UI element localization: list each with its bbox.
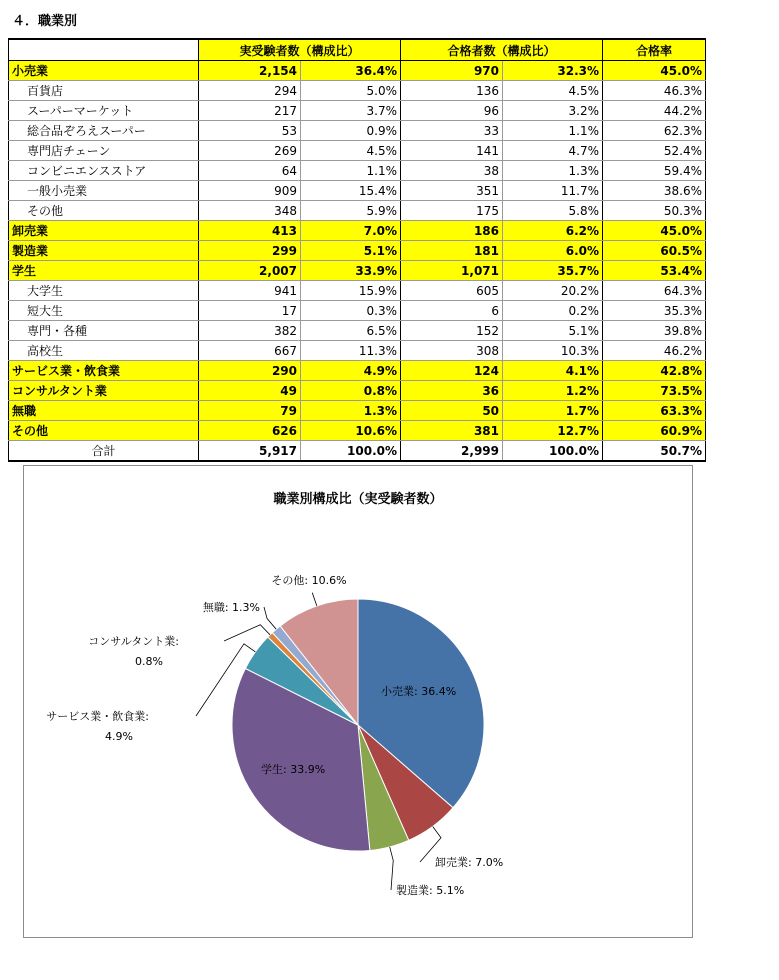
row-label: 合計 <box>9 441 199 462</box>
pass-rate: 73.5% <box>603 381 706 401</box>
passed-share: 4.1% <box>503 361 603 381</box>
pass-rate: 60.5% <box>603 241 706 261</box>
table-row <box>9 281 706 301</box>
pass-rate: 52.4% <box>603 141 706 161</box>
pie-data-label: 小売業: 36.4% <box>381 685 457 698</box>
row-label: 高校生 <box>9 341 199 361</box>
pass-rate: 39.8% <box>603 321 706 341</box>
row-label: その他 <box>9 421 199 441</box>
examinees-share: 15.9% <box>301 281 401 301</box>
pass-rate: 60.9% <box>603 421 706 441</box>
examinees-share: 11.3% <box>301 341 401 361</box>
row-label: その他 <box>9 201 199 221</box>
passed-count: 96 <box>401 101 503 121</box>
passed-share: 6.2% <box>503 221 603 241</box>
pass-rate: 38.6% <box>603 181 706 201</box>
pass-rate: 46.2% <box>603 341 706 361</box>
passed-share: 11.7% <box>503 181 603 201</box>
passed-share: 32.3% <box>503 61 603 81</box>
examinees-count: 5,917 <box>199 441 301 462</box>
row-label: 大学生 <box>9 281 199 301</box>
table-row <box>9 81 706 101</box>
passed-count: 141 <box>401 141 503 161</box>
examinees-count: 299 <box>199 241 301 261</box>
pass-rate: 62.3% <box>603 121 706 141</box>
table-row <box>9 221 706 241</box>
examinees-share: 1.1% <box>301 161 401 181</box>
row-label: スーパーマーケット <box>9 101 199 121</box>
passed-count: 6 <box>401 301 503 321</box>
table-body <box>9 61 706 462</box>
header-examinees: 実受験者数（構成比） <box>199 39 401 61</box>
header-pass-rate: 合格率 <box>603 39 706 61</box>
section-title: ４．職業別 <box>12 14 78 29</box>
examinees-count: 17 <box>199 301 301 321</box>
examinees-share: 1.3% <box>301 401 401 421</box>
pass-rate: 35.3% <box>603 301 706 321</box>
table-row <box>9 141 706 161</box>
examinees-share: 0.9% <box>301 121 401 141</box>
examinees-count: 909 <box>199 181 301 201</box>
pie-data-label: 学生: 33.9% <box>261 763 326 776</box>
pie-data-label: コンサルタント業: 0.8% <box>88 635 179 668</box>
passed-count: 38 <box>401 161 503 181</box>
pie-leader-line <box>390 847 394 890</box>
passed-count: 175 <box>401 201 503 221</box>
examinees-share: 15.4% <box>301 181 401 201</box>
table-row <box>9 381 706 401</box>
pie-leader-line <box>312 593 317 606</box>
table-row <box>9 241 706 261</box>
table-header-row <box>9 39 706 61</box>
examinees-count: 941 <box>199 281 301 301</box>
passed-count: 605 <box>401 281 503 301</box>
passed-share: 100.0% <box>503 441 603 462</box>
examinees-share: 36.4% <box>301 61 401 81</box>
pass-rate: 50.7% <box>603 441 706 462</box>
pie-data-label: 卸売業: 7.0% <box>435 856 504 869</box>
pie-data-label: 無職: 1.3% <box>202 601 260 614</box>
row-label: 総合品ぞろえスーパー <box>9 121 199 141</box>
passed-count: 351 <box>401 181 503 201</box>
pie-leader-line <box>224 625 270 641</box>
pie-chart <box>24 466 692 937</box>
table-row <box>9 61 706 81</box>
examinees-count: 348 <box>199 201 301 221</box>
row-label: 専門店チェーン <box>9 141 199 161</box>
passed-count: 124 <box>401 361 503 381</box>
examinees-count: 2,007 <box>199 261 301 281</box>
chart-title: 職業別構成比（実受験者数） <box>273 492 443 507</box>
examinees-share: 6.5% <box>301 321 401 341</box>
passed-share: 4.7% <box>503 141 603 161</box>
table-row <box>9 321 706 341</box>
examinees-count: 79 <box>199 401 301 421</box>
row-label: 小売業 <box>9 61 199 81</box>
examinees-count: 269 <box>199 141 301 161</box>
passed-share: 1.1% <box>503 121 603 141</box>
row-label: 一般小売業 <box>9 181 199 201</box>
passed-share: 12.7% <box>503 421 603 441</box>
table-row <box>9 301 706 321</box>
passed-count: 36 <box>401 381 503 401</box>
examinees-share: 7.0% <box>301 221 401 241</box>
passed-count: 1,071 <box>401 261 503 281</box>
examinees-count: 667 <box>199 341 301 361</box>
examinees-share: 10.6% <box>301 421 401 441</box>
pie-data-label: その他: 10.6% <box>271 574 347 587</box>
passed-count: 186 <box>401 221 503 241</box>
passed-count: 136 <box>401 81 503 101</box>
examinees-count: 626 <box>199 421 301 441</box>
passed-share: 3.2% <box>503 101 603 121</box>
examinees-share: 4.5% <box>301 141 401 161</box>
row-label: コンサルタント業 <box>9 381 199 401</box>
passed-share: 1.2% <box>503 381 603 401</box>
row-label: 短大生 <box>9 301 199 321</box>
examinees-count: 2,154 <box>199 61 301 81</box>
passed-share: 5.1% <box>503 321 603 341</box>
header-passed: 合格者数（構成比） <box>401 39 603 61</box>
passed-count: 152 <box>401 321 503 341</box>
passed-count: 2,999 <box>401 441 503 462</box>
examinees-share: 0.8% <box>301 381 401 401</box>
passed-share: 4.5% <box>503 81 603 101</box>
table-row <box>9 161 706 181</box>
pass-rate: 42.8% <box>603 361 706 381</box>
examinees-share: 3.7% <box>301 101 401 121</box>
examinees-count: 294 <box>199 81 301 101</box>
passed-share: 10.3% <box>503 341 603 361</box>
examinees-count: 53 <box>199 121 301 141</box>
examinees-share: 33.9% <box>301 261 401 281</box>
pass-rate: 64.3% <box>603 281 706 301</box>
pie-leader-line <box>264 607 276 629</box>
passed-share: 5.8% <box>503 201 603 221</box>
row-label: 学生 <box>9 261 199 281</box>
examinees-share: 0.3% <box>301 301 401 321</box>
examinees-share: 5.1% <box>301 241 401 261</box>
pass-rate: 45.0% <box>603 61 706 81</box>
pass-rate: 44.2% <box>603 101 706 121</box>
occupation-table <box>8 38 706 462</box>
examinees-count: 413 <box>199 221 301 241</box>
examinees-count: 290 <box>199 361 301 381</box>
passed-share: 1.3% <box>503 161 603 181</box>
pass-rate: 59.4% <box>603 161 706 181</box>
row-label: 製造業 <box>9 241 199 261</box>
examinees-share: 5.0% <box>301 81 401 101</box>
table-row <box>9 441 706 462</box>
passed-count: 308 <box>401 341 503 361</box>
table-row <box>9 261 706 281</box>
examinees-share: 4.9% <box>301 361 401 381</box>
passed-count: 381 <box>401 421 503 441</box>
table-row <box>9 201 706 221</box>
row-label: コンビニエンスストア <box>9 161 199 181</box>
pass-rate: 63.3% <box>603 401 706 421</box>
passed-count: 970 <box>401 61 503 81</box>
passed-share: 0.2% <box>503 301 603 321</box>
pie-chart-panel <box>23 465 693 938</box>
row-label: 無職 <box>9 401 199 421</box>
table-row <box>9 421 706 441</box>
table-row <box>9 181 706 201</box>
passed-share: 1.7% <box>503 401 603 421</box>
examinees-share: 5.9% <box>301 201 401 221</box>
passed-count: 50 <box>401 401 503 421</box>
pass-rate: 53.4% <box>603 261 706 281</box>
examinees-count: 49 <box>199 381 301 401</box>
examinees-share: 100.0% <box>301 441 401 462</box>
passed-share: 6.0% <box>503 241 603 261</box>
examinees-count: 382 <box>199 321 301 341</box>
table-row <box>9 401 706 421</box>
passed-share: 35.7% <box>503 261 603 281</box>
table-row <box>9 341 706 361</box>
row-label: 百貨店 <box>9 81 199 101</box>
passed-count: 181 <box>401 241 503 261</box>
pie-data-label: 製造業: 5.1% <box>396 884 465 897</box>
passed-count: 33 <box>401 121 503 141</box>
row-label: 専門・各種 <box>9 321 199 341</box>
table-row <box>9 121 706 141</box>
table-row <box>9 101 706 121</box>
pass-rate: 46.3% <box>603 81 706 101</box>
pie-data-label: サービス業・飲食業: 4.9% <box>46 710 149 743</box>
examinees-count: 64 <box>199 161 301 181</box>
row-label: サービス業・飲食業 <box>9 361 199 381</box>
examinees-count: 217 <box>199 101 301 121</box>
passed-share: 20.2% <box>503 281 603 301</box>
table-row <box>9 361 706 381</box>
pass-rate: 45.0% <box>603 221 706 241</box>
row-label: 卸売業 <box>9 221 199 241</box>
header-blank <box>9 39 199 61</box>
pass-rate: 50.3% <box>603 201 706 221</box>
